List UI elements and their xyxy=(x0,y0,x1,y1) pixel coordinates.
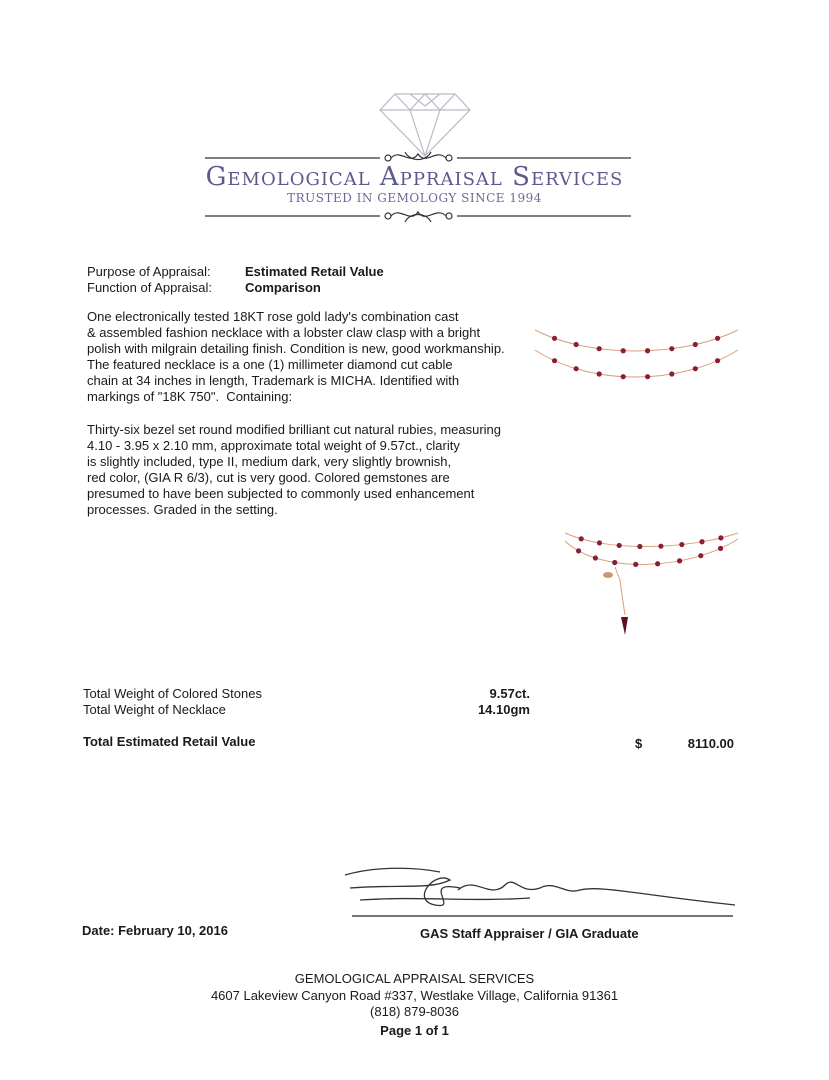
ruby-bead xyxy=(576,548,581,553)
ruby-bead xyxy=(617,543,622,548)
function-value: Comparison xyxy=(245,280,321,295)
ruby-bead xyxy=(593,555,598,560)
ruby-bead xyxy=(655,561,660,566)
ruby-bead xyxy=(718,546,723,551)
ruby-bead xyxy=(621,348,626,353)
purpose-label: Purpose of Appraisal: xyxy=(87,264,211,279)
ruby-bead xyxy=(715,358,720,363)
ruby-bead xyxy=(645,374,650,379)
ruby-bead xyxy=(718,535,723,540)
description-line: chain at 34 inches in length, Trademark is MICHA. Identified with xyxy=(87,373,460,388)
ruby-bead xyxy=(552,336,557,341)
footer-address: 4607 Lakeview Canyon Road #337, Westlake Village, California 91361 xyxy=(210,988,619,1003)
ruby-bead xyxy=(579,536,584,541)
footer-phone: (818) 879-8036 xyxy=(370,1004,459,1019)
description-line: polish with milgrain detailing finish. Condition is new, good workmanship. xyxy=(87,341,505,356)
page-number: Page 1 of 1 xyxy=(380,1023,449,1038)
stone-description xyxy=(87,422,501,518)
ruby-bead xyxy=(552,358,557,363)
ruby-bead xyxy=(597,540,602,545)
description-line: red color, (GIA R 6/3), cut is very good. Colored gemstones are xyxy=(87,470,450,485)
function-label: Function of Appraisal: xyxy=(87,280,213,295)
description-line: Thirty-six bezel set round modified brilliant cut natural rubies, measuring xyxy=(87,422,502,437)
ruby-bead xyxy=(677,558,682,563)
retail-value-label: Total Estimated Retail Value xyxy=(83,734,256,749)
necklace-weight-label: Total Weight of Necklace xyxy=(83,702,226,717)
stones-weight-value: 9.57ct. xyxy=(489,686,530,701)
ruby-bead xyxy=(621,374,626,379)
ruby-bead xyxy=(698,553,703,558)
ruby-bead xyxy=(715,336,720,341)
footer-company: GEMOLOGICAL APPRAISAL SERVICES xyxy=(294,971,535,986)
description-line: The featured necklace is a one (1) millimeter diamond cut cable xyxy=(87,357,453,372)
appraiser-signature xyxy=(340,860,740,925)
currency-symbol: $ xyxy=(635,736,643,751)
description-line: processes. Graded in the setting. xyxy=(87,502,278,517)
necklace-photo-2 xyxy=(560,525,742,670)
ruby-bead xyxy=(645,348,650,353)
description-line: One electronically tested 18KT rose gold lady's combination cast xyxy=(87,309,459,324)
ruby-bead xyxy=(637,544,642,549)
ruby-bead xyxy=(574,366,579,371)
description-line: markings of "18K 750". Containing: xyxy=(87,389,293,404)
ruby-bead xyxy=(658,544,663,549)
necklace-photo-1 xyxy=(530,318,742,403)
ruby-bead xyxy=(574,342,579,347)
company-tagline: TRUSTED IN GEMOLOGY SINCE 1994 xyxy=(287,191,542,205)
description-line: 4.10 - 3.95 x 2.10 mm, approximate total weight of 9.57ct., clarity xyxy=(87,438,460,453)
ruby-bead xyxy=(597,346,602,351)
ruby-bead xyxy=(693,342,698,347)
description-line: & assembled fashion necklace with a lobster claw clasp with a bright xyxy=(87,325,481,340)
necklace-weight-value: 14.10gm xyxy=(477,702,530,717)
ornament-divider-bottom xyxy=(205,206,631,226)
ruby-bead xyxy=(693,366,698,371)
item-description xyxy=(87,309,505,405)
ruby-bead xyxy=(669,346,674,351)
ruby-bead xyxy=(669,371,674,376)
ruby-bead xyxy=(597,371,602,376)
appraiser-title: GAS Staff Appraiser / GIA Graduate xyxy=(420,926,639,941)
ruby-bead xyxy=(633,562,638,567)
ruby-bead xyxy=(699,539,704,544)
company-name: Gemological Appraisal Services xyxy=(205,162,624,192)
ruby-bead xyxy=(679,542,684,547)
ruby-bead xyxy=(612,560,617,565)
retail-value: 8110.00 xyxy=(687,736,734,751)
stones-weight-label: Total Weight of Colored Stones xyxy=(83,686,262,701)
appraisal-date: Date: February 10, 2016 xyxy=(82,923,228,938)
description-line: presumed to have been subjected to commonly used enhancement xyxy=(87,486,475,501)
description-line: is slightly included, type II, medium dark, very slightly brownish, xyxy=(87,454,452,469)
purpose-value: Estimated Retail Value xyxy=(245,264,384,279)
